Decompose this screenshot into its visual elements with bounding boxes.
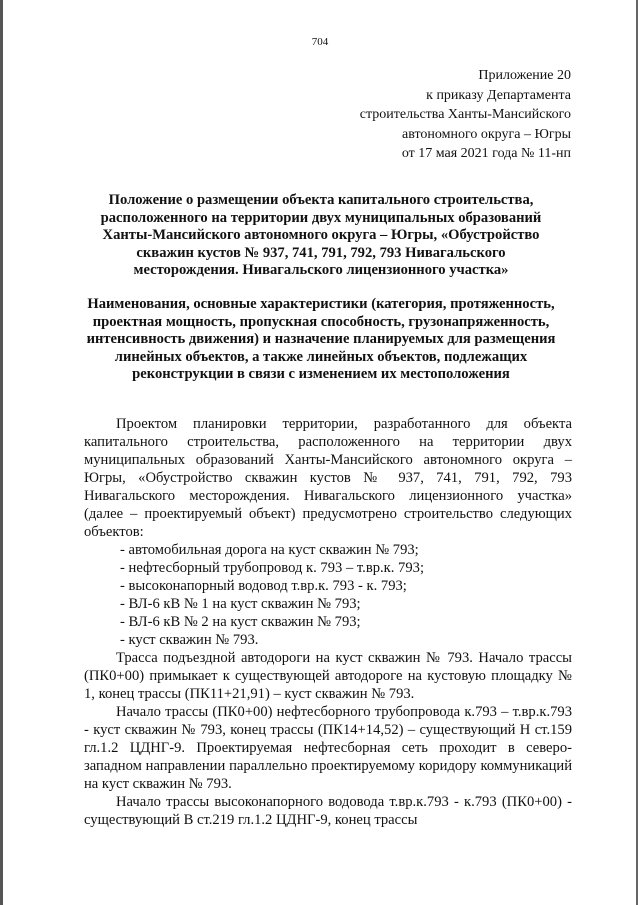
- intro-paragraph: Проектом планировки территории, разработанного для объекта капитального строительства, расположенного на территории двух муниципальных образований Ханты-Мансийского автономного округа – Югры, «Обустройство скважин кустов № 937, 741, 791, 792, 793 Нивагальского месторождения. Нивагальского лицензионного участка» (далее – проектируемый объект) предусмотрено строительство следующих объектов:: [84, 416, 572, 540]
- body-paragraph: Начало трассы (ПК0+00) нефтесборного трубопровода к.793 – т.вр.к.793 - куст скважин № 793, конец трассы (ПК14+14,52) – существующий Н ст.159 гл.1.2 ЦДНГ-9. Проектируемая нефтесборная сеть проходит в северо-западном направлении параллельно проектируемому коридору коммуникаций на куст скважин № 793.: [84, 704, 572, 792]
- object-list-item: - автомобильная дорога на куст скважин № 793;: [120, 542, 419, 558]
- object-list-item: - высоконапорный водовод т.вр.к. 793 - к. 793;: [120, 578, 407, 594]
- section-heading: Наименования, основные характеристики (категория, протяженность, проектная мощность, пропускная способность, грузонапряженность, интенсивность движения) и назначение планируемых для размещения линейных объектов, а также линейных объектов, подлежащих реконструкции в связи с изменением их местоположения: [86, 296, 556, 383]
- body-paragraph: Трасса подъездной автодороги на куст скважин № 793. Начало трассы (ПК0+00) примыкает к существующей автодороге на кустовую площадку № 1, конец трассы (ПК11+21,91) – куст скважин № 793.: [84, 650, 572, 702]
- scan-edge-left: [0, 0, 3, 905]
- appendix-line: к приказу Департамента: [426, 87, 571, 103]
- appendix-line: автономного округа – Югры: [402, 126, 571, 142]
- object-list-item: - куст скважин № 793.: [120, 632, 259, 648]
- appendix-line: Приложение 20: [478, 68, 571, 83]
- object-list-item: - ВЛ-6 кВ № 2 на куст скважин № 793;: [120, 614, 361, 630]
- object-list-item: - нефтесборный трубопровод к. 793 – т.вр.к. 793;: [120, 560, 424, 576]
- appendix-block: [360, 66, 571, 164]
- object-list-item: - ВЛ-6 кВ № 1 на куст скважин № 793;: [120, 596, 361, 612]
- body-paragraph: Начало трассы высоконапорного водовода т.вр.к.793 - к.793 (ПК0+00) - существующий В ст.219 гл.1.2 ЦДНГ-9, конец трассы: [84, 794, 572, 828]
- scan-edge-right: [636, 0, 638, 905]
- appendix-line: строительства Ханты-Мансийского: [359, 107, 571, 122]
- document-title: Положение о размещении объекта капитального строительства, расположенного на территории двух муниципальных образований Ханты-Мансийского автономного округа – Югры, «Обустройство скважин кустов № 937, 741, 791, 792, 793 Нивагальского месторождения. Нивагальского лицензионного участка»: [100, 192, 542, 279]
- appendix-line: от 17 мая 2021 года № 11-нп: [401, 146, 571, 161]
- page-number: 704: [311, 36, 329, 48]
- document-body: [84, 415, 572, 829]
